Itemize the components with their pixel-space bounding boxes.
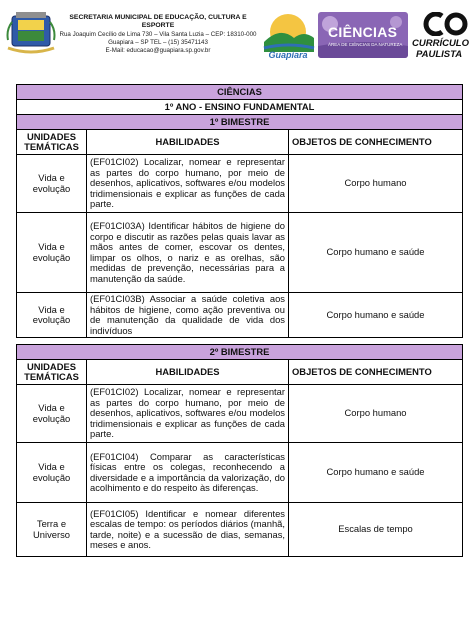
letterhead-address [58,14,258,55]
col-unidades-header: UNIDADES TEMÁTICAS [17,130,87,155]
row-habilidade: (EF01CI02) Localizar, nomear e representar as partes do corpo humano, por meio de desenhos, aplicativos, softwares e/ou modelos tridimensionais e explicar as funções de cada parte. [87,385,289,443]
bimestre-1-heading: 1º BIMESTRE [17,115,463,130]
guapiara-logo [260,12,316,60]
col-habilidades-header: HABILIDADES [87,360,289,385]
row-objeto: Corpo humano e saúde [289,293,463,338]
row-habilidade: (EF01CI03B) Associar a saúde coletiva aos hábitos de higiene, como ação preventiva ou de manutenção da qualidade de vida dos indivíduos [87,293,289,338]
subject-heading: CIÊNCIAS [17,85,463,100]
letterhead [0,0,474,62]
paulista-word: PAULISTA [416,49,463,60]
row-objeto: Corpo humano [289,155,463,213]
row-objeto: Corpo humano e saúde [289,443,463,503]
row-objeto: Corpo humano [289,385,463,443]
row-habilidade: (EF01CI04) Comparar as características físicas entre os colegas, reconhecendo a diversidade e a importância da valorização, do acolhimento e do respeito às diferenças. [87,443,289,503]
address-line: Rua Joaquim Cecílio de Lima 730 – Vila Santa Luzia – CEP: 18310-000 [59,30,257,38]
ciencias-logo [318,12,408,58]
bimestre-1-table [16,84,463,338]
bimestre-2-heading: 2º BIMESTRE [17,345,463,360]
col-unidades-header: UNIDADES TEMÁTICAS [17,360,87,385]
col-objetos-header: OBJETOS DE CONHECIMENTO [289,360,463,385]
row-unidade: Vida e evolução [17,213,87,293]
svg-text:Guapiara: Guapiara [268,50,308,60]
grade-heading: 1º ANO - ENSINO FUNDAMENTAL [17,100,463,115]
row-objeto: Escalas de tempo [289,503,463,557]
row-unidade: Vida e evolução [17,293,87,338]
secretaria-title: SECRETARIA MUNICIPAL DE EDUCAÇÃO, CULTURA E ESPORTE [69,14,247,30]
row-objeto: Corpo humano e saúde [289,213,463,293]
row-habilidade: (EF01CI05) Identificar e nomear diferentes escalas de tempo: os períodos diários (manhã, tarde, noite) e a sucessão de dias, semanas, meses e anos. [87,503,289,557]
curriculo-word: CURRÍCULO [412,38,469,49]
row-habilidade: (EF01CI02) Localizar, nomear e representar as partes do corpo humano, por meio de desenhos, aplicativos, softwares e/ou modelos tridimensionais e explicar as funções de cada parte. [87,155,289,213]
row-unidade: Vida e evolução [17,443,87,503]
row-unidade: Terra e Universo [17,503,87,557]
row-unidade: Vida e evolução [17,155,87,213]
curriculo-paulista-mark [410,12,472,36]
curriculo-paulista-logo [410,12,472,62]
row-habilidade: (EF01CI03A) Identificar hábitos de higiene do corpo e discutir as razões pelas quais lavar as mãos antes de comer, escovar os dentes, limpar os olhos, o nariz e as orelhas, são medidas de prevenção, necessárias para a manutenção da saúde. [87,213,289,293]
row-unidade: Vida e evolução [17,385,87,443]
municipal-crest-logo [6,10,56,56]
ciencias-logo-subtitle: ÁREA DE CIÊNCIAS DA NATUREZA [328,42,403,47]
bimestre-2-table [16,344,463,557]
city-phone-line: Guapiara – SP TEL – (15) 35471143 [108,38,208,46]
col-objetos-header: OBJETOS DE CONHECIMENTO [289,130,463,155]
ciencias-logo-title: CIÊNCIAS [328,24,398,40]
email-line: E-Mail: educacao@guapiara.sp.gov.br [105,47,211,55]
col-habilidades-header: HABILIDADES [87,130,289,155]
